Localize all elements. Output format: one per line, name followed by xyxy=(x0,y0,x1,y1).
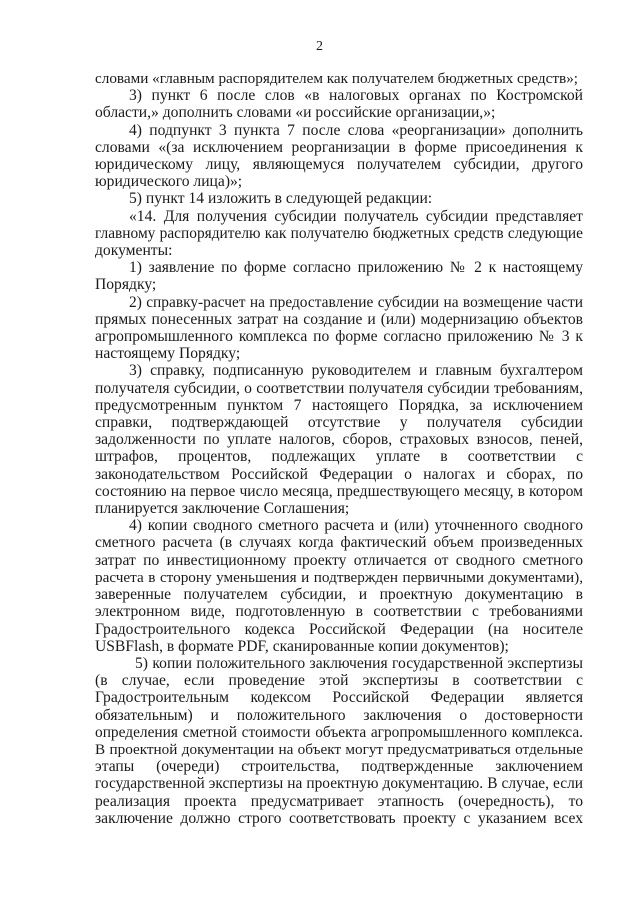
text-line: государственной экспертизы на проектную документацию. В случае, если xyxy=(95,775,583,793)
text-line: сметного расчета (в случаях когда фактический объем произведенных xyxy=(95,534,583,552)
text-line: штрафов, процентов, подлежащих уплате в соответствии с xyxy=(95,448,583,466)
text-line: заверенные получателем субсидии, и проектную документацию в xyxy=(95,586,583,604)
text-line: 4) подпункт 3 пункта 7 после слова «реорганизации» дополнить xyxy=(129,121,583,139)
text-line: (в случае, если проведение этой экспертизы в соответствии с xyxy=(95,672,583,690)
text-line: документы: xyxy=(95,242,173,260)
text-line: справки, подтверждающей отсутствие у получателя субсидии xyxy=(95,414,583,432)
text-line: 3) справку, подписанную руководителем и главным бухгалтером xyxy=(129,362,583,380)
text-line: Градостроительным кодексом Российской Федерации является xyxy=(95,689,583,707)
text-line: агропромышленного комплекса по форме согласно приложению № 3 к xyxy=(95,328,583,346)
text-line: затрат по инвестиционному проекту отличается от сводного сметного xyxy=(95,551,583,569)
text-line: 2) справку-расчет на предоставление субсидии на возмещение части xyxy=(129,293,583,311)
text-line: этапы (очереди) строительства, подтвержденные заключением xyxy=(95,758,583,776)
text-line: словами «(за исключением реорганизации в форме присоединения к xyxy=(95,138,583,156)
text-line: расчета в сторону уменьшения и подтвержден первичными документами), xyxy=(95,568,583,586)
text-line: состоянию на первое число месяца, предшествующего месяцу, в котором xyxy=(95,482,583,500)
text-line: определения сметной стоимости объекта агропромышленного комплекса. xyxy=(95,723,583,741)
text-line: «14. Для получения субсидии получатель субсидии представляет xyxy=(129,207,583,225)
text-line: В проектной документации на объект могут предусматриваться отдельные xyxy=(95,740,583,758)
document-body xyxy=(95,70,583,827)
text-line: электронном виде, подготовленную в соответствии с требованиями xyxy=(95,603,583,621)
text-line: задолженности по уплате налогов, сборов, страховых взносов, пеней, xyxy=(95,431,583,449)
text-line: Градостроительного кодекса Российской Федерации (на носителе xyxy=(95,620,583,638)
text-line: 5) копии положительного заключения государственной экспертизы xyxy=(135,654,583,672)
text-line: прямых понесенных затрат на создание и (или) модернизацию объектов xyxy=(95,310,583,328)
text-line: 3) пункт 6 после слов «в налоговых органах по Костромской xyxy=(129,87,583,105)
page-number: 2 xyxy=(316,39,323,54)
text-line: настоящему Порядку; xyxy=(95,345,241,363)
text-line: планируется заключение Соглашения; xyxy=(95,500,350,518)
text-line: заключение должно строго соответствовать проекту с указанием всех xyxy=(95,809,583,827)
text-line: 5) пункт 14 изложить в следующей редакции: xyxy=(129,190,433,208)
text-line: области,» дополнить словами «и российские организации,»; xyxy=(95,104,496,122)
text-line: юридического лица)»; xyxy=(95,173,243,191)
text-line: юридическому лицу, являющемуся получателем субсидии, другого xyxy=(95,156,583,174)
text-line: предусмотренным пунктом 7 настоящего Порядка, за исключением xyxy=(95,396,583,414)
text-line: главному распорядителю как получателю бюджетных средств следующие xyxy=(95,224,583,242)
text-line: Порядку; xyxy=(95,276,157,294)
text-line: USBFlash, в формате PDF, сканированные копии документов); xyxy=(95,637,509,655)
text-line: обязательным) и положительного заключения о достоверности xyxy=(95,706,583,724)
text-line: законодательством Российской Федерации о налогах и сборах, по xyxy=(95,465,583,483)
text-line: реализация проекта предусматривает этапность (очередность), то xyxy=(95,792,583,810)
text-line: словами «главным распорядителем как получателем бюджетных средств»; xyxy=(95,70,579,87)
text-line: 4) копии сводного сметного расчета и (или) уточненного сводного xyxy=(129,517,583,535)
text-line: 1) заявление по форме согласно приложению № 2 к настоящему xyxy=(129,259,583,277)
text-line: получателя субсидии, о соответствии получателя субсидии требованиям, xyxy=(95,379,583,397)
